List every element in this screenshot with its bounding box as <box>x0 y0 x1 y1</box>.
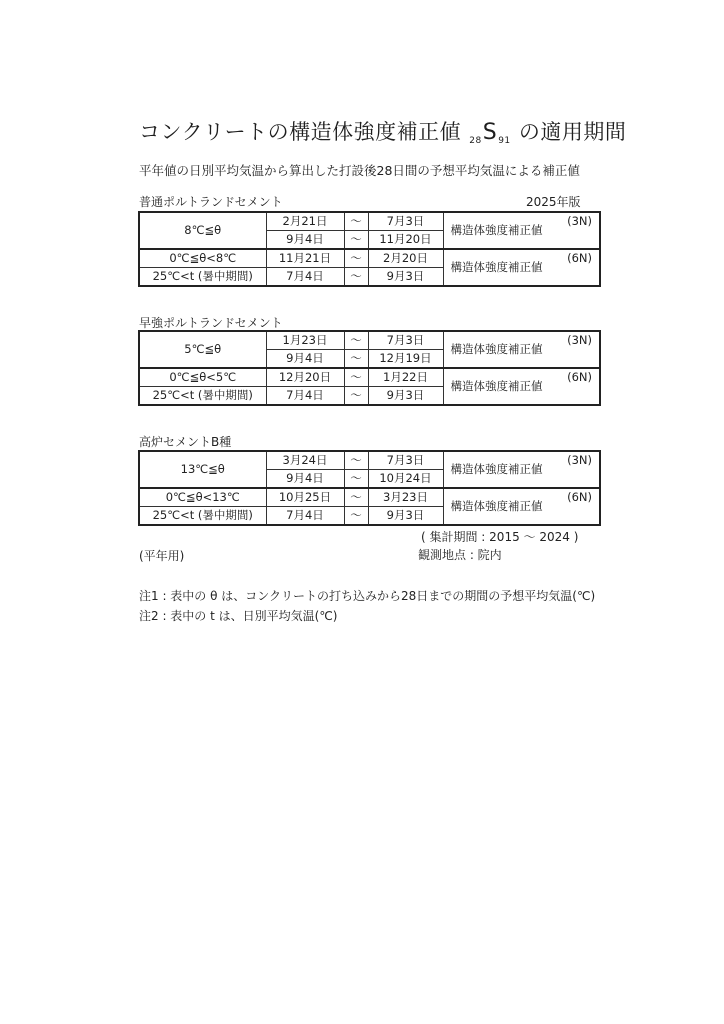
correction-code: (3N) <box>567 214 592 228</box>
correction-value-cell <box>443 368 600 405</box>
date-to-cell: 7月3日 <box>368 212 443 231</box>
date-from-cell: 9月4日 <box>266 350 344 369</box>
range-sep-cell: 〜 <box>344 231 368 250</box>
title-tail: の適用期間 <box>518 120 627 144</box>
range-sep-cell: 〜 <box>344 488 368 507</box>
section-label-blast-furnace-b: 高炉セメントB種 <box>139 435 232 449</box>
date-from-cell: 9月4日 <box>266 470 344 489</box>
condition-cell: 0℃≦θ<13℃ <box>139 488 266 507</box>
date-to-cell: 7月3日 <box>368 331 443 350</box>
table-row <box>139 451 600 470</box>
range-sep-cell: 〜 <box>344 268 368 287</box>
date-from-cell: 2月21日 <box>266 212 344 231</box>
date-to-cell: 2月20日 <box>368 249 443 268</box>
correction-value-cell <box>443 331 600 368</box>
table-row <box>139 331 600 350</box>
date-to-cell: 9月3日 <box>368 387 443 406</box>
note-2: 注2 : 表中の t は、日別平均気温(℃) <box>139 609 338 623</box>
date-to-cell: 11月20日 <box>368 231 443 250</box>
note-1: 注1 : 表中の θ は、コンクリートの打ち込みから28日までの期間の予想平均気温(℃) <box>139 589 596 603</box>
date-to-cell: 9月3日 <box>368 268 443 287</box>
date-to-cell: 1月22日 <box>368 368 443 387</box>
condition-cell: 25℃<t (暑中期間) <box>139 387 266 406</box>
correction-label: 構造体強度補正値 <box>450 223 543 237</box>
correction-code: (3N) <box>567 333 592 347</box>
section-label-normal-portland: 普通ポルトランドセメント <box>139 195 283 209</box>
correction-label: 構造体強度補正値 <box>450 342 543 356</box>
date-from-cell: 1月23日 <box>266 331 344 350</box>
edition-label: 2025年版 <box>526 195 581 209</box>
table-row <box>139 212 600 231</box>
date-to-cell: 12月19日 <box>368 350 443 369</box>
correction-value-cell <box>443 212 600 249</box>
range-sep-cell: 〜 <box>344 451 368 470</box>
date-to-cell: 7月3日 <box>368 451 443 470</box>
table-blast-furnace-b <box>138 450 601 526</box>
condition-cell: 5℃≦θ <box>139 331 266 368</box>
correction-label: 構造体強度補正値 <box>450 499 543 513</box>
table-row <box>139 488 600 507</box>
date-from-cell: 10月25日 <box>266 488 344 507</box>
title-subscript-post: 91 <box>498 136 511 146</box>
condition-cell: 0℃≦θ<5℃ <box>139 368 266 387</box>
date-from-cell: 7月4日 <box>266 268 344 287</box>
title-subscript-pre: 28 <box>469 136 482 146</box>
title-main: コンクリートの構造体強度補正値 <box>139 120 462 144</box>
range-sep-cell: 〜 <box>344 470 368 489</box>
correction-value-cell <box>443 249 600 286</box>
correction-value-cell <box>443 451 600 488</box>
range-sep-cell: 〜 <box>344 387 368 406</box>
date-to-cell: 10月24日 <box>368 470 443 489</box>
condition-cell: 25℃<t (暑中期間) <box>139 507 266 526</box>
condition-cell: 13℃≦θ <box>139 451 266 488</box>
date-from-cell: 7月4日 <box>266 507 344 526</box>
condition-cell: 0℃≦θ<8℃ <box>139 249 266 268</box>
page-subtitle: 平年値の日別平均気温から算出した打設後28日間の予想平均気温による補正値 <box>139 163 580 178</box>
range-sep-cell: 〜 <box>344 331 368 350</box>
date-from-cell: 9月4日 <box>266 231 344 250</box>
range-sep-cell: 〜 <box>344 368 368 387</box>
date-from-cell: 11月21日 <box>266 249 344 268</box>
section-label-early-strength-portland: 早強ポルトランドセメント <box>139 316 283 330</box>
aggregation-period: ( 集計期間 : 2015 〜 2024 ) <box>421 530 579 544</box>
page-title <box>139 116 626 146</box>
range-sep-cell: 〜 <box>344 249 368 268</box>
date-to-cell: 9月3日 <box>368 507 443 526</box>
observation-station: 観測地点 : 院内 <box>418 548 502 562</box>
correction-label: 構造体強度補正値 <box>450 462 543 476</box>
range-sep-cell: 〜 <box>344 350 368 369</box>
correction-code: (6N) <box>567 251 592 265</box>
date-from-cell: 3月24日 <box>266 451 344 470</box>
title-symbol: S <box>482 120 498 145</box>
condition-cell: 8℃≦θ <box>139 212 266 249</box>
correction-label: 構造体強度補正値 <box>450 260 543 274</box>
table-early-strength-portland <box>138 330 601 406</box>
table-row <box>139 249 600 268</box>
correction-code: (3N) <box>567 453 592 467</box>
date-to-cell: 3月23日 <box>368 488 443 507</box>
normal-year-label: (平年用) <box>139 549 185 563</box>
correction-code: (6N) <box>567 490 592 504</box>
range-sep-cell: 〜 <box>344 212 368 231</box>
range-sep-cell: 〜 <box>344 507 368 526</box>
date-from-cell: 7月4日 <box>266 387 344 406</box>
condition-cell: 25℃<t (暑中期間) <box>139 268 266 287</box>
table-normal-portland <box>138 211 601 287</box>
correction-label: 構造体強度補正値 <box>450 379 543 393</box>
table-row <box>139 368 600 387</box>
correction-code: (6N) <box>567 370 592 384</box>
correction-value-cell <box>443 488 600 525</box>
date-from-cell: 12月20日 <box>266 368 344 387</box>
